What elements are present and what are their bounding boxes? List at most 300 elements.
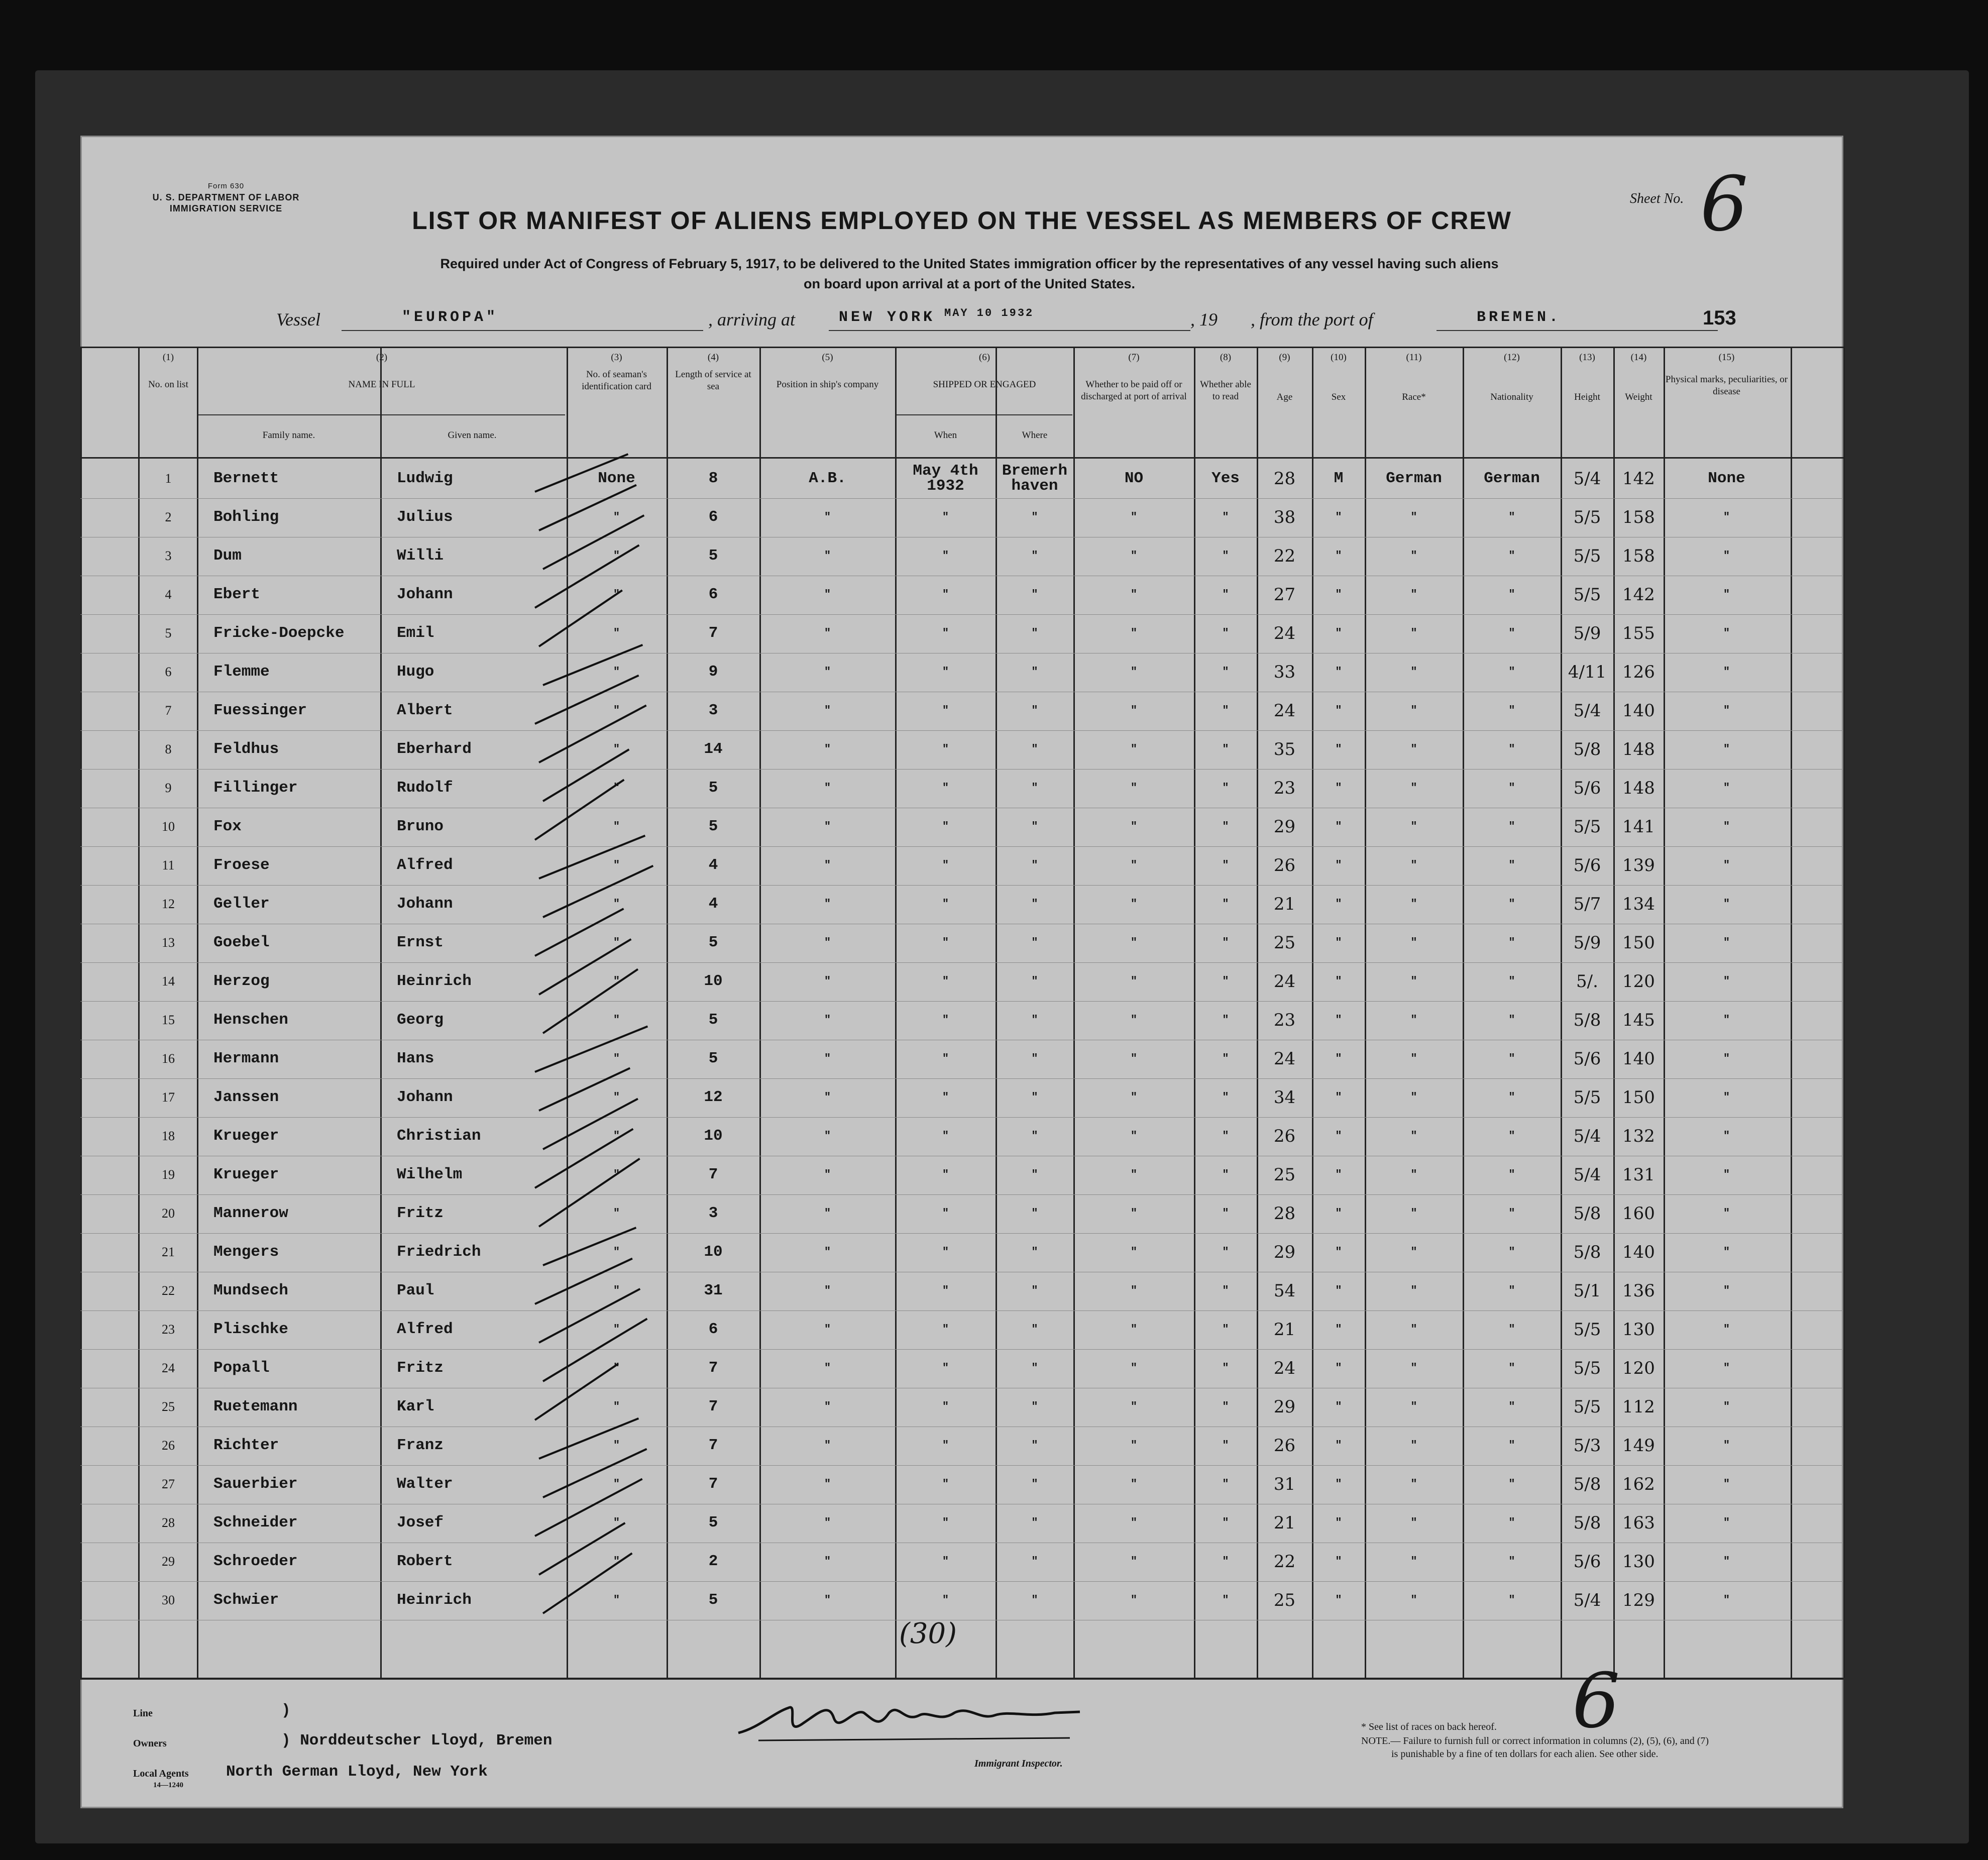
col-2-header: (2) NAME IN FULL xyxy=(348,352,415,390)
cell-where: " xyxy=(1031,1246,1038,1258)
cell-family: Dum xyxy=(213,547,242,565)
cell-sex: " xyxy=(1335,550,1342,562)
cell-family: Flemme xyxy=(213,663,270,681)
cell-weight: 140 xyxy=(1622,701,1655,721)
cell-paid: " xyxy=(1130,666,1138,678)
cell-where: " xyxy=(1031,1478,1038,1490)
cell-given: Wilhelm xyxy=(397,1166,463,1183)
cell-given: Fritz xyxy=(397,1205,444,1222)
cell-paid: " xyxy=(1130,1362,1138,1374)
cell-race: " xyxy=(1410,743,1417,755)
cell-marks: " xyxy=(1723,588,1730,601)
cell-race: " xyxy=(1410,1168,1417,1181)
cell-height: 5/6 xyxy=(1573,1049,1601,1069)
column-rule xyxy=(197,347,198,1678)
cell-position: " xyxy=(824,1091,831,1104)
cell-read: " xyxy=(1222,975,1229,988)
cell-height: 5/8 xyxy=(1573,1242,1601,1262)
cell-service: 8 xyxy=(708,470,718,487)
cell-position: " xyxy=(824,627,831,639)
cell-read: " xyxy=(1222,1478,1229,1490)
cell-where: " xyxy=(1031,1362,1038,1374)
column-rule xyxy=(138,347,140,1678)
cell-read: " xyxy=(1222,1168,1229,1181)
cell-given: Alfred xyxy=(397,1321,453,1338)
cell-race: " xyxy=(1410,975,1417,988)
form-code: 14—1240 xyxy=(153,1781,183,1789)
cell-family: Plischke xyxy=(213,1321,288,1338)
cell-no: 16 xyxy=(162,1051,175,1066)
cell-paid: " xyxy=(1130,1246,1138,1258)
cell-when: " xyxy=(942,511,949,523)
cell-service: 4 xyxy=(708,856,718,874)
cell-age: 28 xyxy=(1273,1203,1296,1224)
cell-marks: " xyxy=(1723,1014,1730,1026)
cell-when: " xyxy=(942,1400,949,1413)
cell-position: " xyxy=(824,936,831,949)
cell-family: Fillinger xyxy=(213,779,298,797)
cell-when: " xyxy=(942,1439,949,1452)
cell-paid: " xyxy=(1130,1207,1138,1220)
cell-height: 5/5 xyxy=(1573,1397,1601,1417)
cell-height: 5/6 xyxy=(1573,778,1601,798)
cell-read: " xyxy=(1222,1207,1229,1220)
from-port: BREMEN. xyxy=(1477,309,1562,326)
row-rule xyxy=(80,1581,1843,1582)
cell-sex: " xyxy=(1335,975,1342,988)
column-rule xyxy=(1843,347,1845,1678)
cell-sex: " xyxy=(1335,511,1342,523)
cell-card: " xyxy=(613,1516,620,1529)
cell-when: May 4th 1932 xyxy=(913,462,978,495)
cell-card: " xyxy=(613,666,620,678)
cell-where: " xyxy=(1031,1284,1038,1297)
cell-when: " xyxy=(942,588,949,601)
cell-paid: " xyxy=(1130,1130,1138,1142)
cell-given: Heinrich xyxy=(397,1591,472,1609)
cell-read: " xyxy=(1222,1284,1229,1297)
cell-sex: " xyxy=(1335,1014,1342,1026)
cell-family: Mengers xyxy=(213,1243,279,1261)
cell-weight: 140 xyxy=(1622,1049,1655,1069)
cell-card: " xyxy=(613,936,620,949)
cell-nat: " xyxy=(1508,511,1515,523)
cell-when: " xyxy=(942,1323,949,1336)
cell-marks: " xyxy=(1723,1207,1730,1220)
subtitle-line-1: Required under Act of Congress of February 5, 1917, to be delivered to the United States immigration officer by the representatives of any vessel having such aliens xyxy=(440,256,1499,271)
cell-position: " xyxy=(824,1516,831,1529)
agents-value: North German Lloyd, New York xyxy=(226,1763,488,1781)
cell-where: " xyxy=(1031,1130,1038,1142)
cell-sex: " xyxy=(1335,666,1342,678)
cell-age: 26 xyxy=(1273,855,1296,876)
cell-service: 7 xyxy=(708,1166,718,1183)
page-number: 153 xyxy=(1703,307,1736,329)
cell-family: Geller xyxy=(213,895,270,913)
header-rule xyxy=(198,414,565,415)
cell-read: " xyxy=(1222,1130,1229,1142)
cell-nat: German xyxy=(1484,470,1540,487)
cell-paid: " xyxy=(1130,627,1138,639)
cell-read: " xyxy=(1222,588,1229,601)
cell-weight: 149 xyxy=(1622,1436,1655,1456)
cell-given: Ernst xyxy=(397,934,444,951)
cell-service: 10 xyxy=(704,1243,723,1261)
col-14-header: (14) Weight xyxy=(1625,352,1652,402)
cell-family: Krueger xyxy=(213,1127,279,1145)
cell-weight: 142 xyxy=(1622,585,1655,605)
cell-family: Fuessinger xyxy=(213,702,307,719)
cell-height: 5/7 xyxy=(1573,894,1601,914)
col-10-header: (10) Sex xyxy=(1331,352,1347,402)
cell-card: " xyxy=(613,898,620,910)
cell-paid: " xyxy=(1130,550,1138,562)
cell-weight: 141 xyxy=(1622,817,1655,837)
cell-race: " xyxy=(1410,1594,1417,1606)
cell-read: " xyxy=(1222,550,1229,562)
cell-nat: " xyxy=(1508,859,1515,871)
cell-nat: " xyxy=(1508,1439,1515,1452)
row-rule xyxy=(80,1465,1843,1466)
given-name-header: Given name. xyxy=(448,430,497,441)
cell-given: Paul xyxy=(397,1282,434,1299)
cell-when: " xyxy=(942,1052,949,1065)
cell-card: " xyxy=(613,1130,620,1142)
cell-age: 21 xyxy=(1273,894,1296,914)
cell-height: 5/5 xyxy=(1573,1087,1601,1108)
cell-nat: " xyxy=(1508,1091,1515,1104)
cell-position: " xyxy=(824,1594,831,1606)
cell-family: Schroeder xyxy=(213,1553,298,1570)
cell-marks: " xyxy=(1723,859,1730,871)
cell-age: 21 xyxy=(1273,1513,1296,1533)
cell-age: 22 xyxy=(1273,546,1296,566)
cell-given: Hugo xyxy=(397,663,434,681)
cell-height: 5/8 xyxy=(1573,739,1601,759)
cell-age: 25 xyxy=(1273,933,1296,953)
cell-where: " xyxy=(1031,1555,1038,1568)
cell-position: " xyxy=(824,898,831,910)
cell-sex: " xyxy=(1335,1439,1342,1452)
cell-read: " xyxy=(1222,898,1229,910)
cell-family: Fox xyxy=(213,818,242,835)
cell-nat: " xyxy=(1508,936,1515,949)
cell-age: 29 xyxy=(1273,1242,1296,1262)
cell-when: " xyxy=(942,1362,949,1374)
cell-family: Fricke-Doepcke xyxy=(213,624,345,642)
cell-height: 5/5 xyxy=(1573,585,1601,605)
cell-paid: " xyxy=(1130,1014,1138,1026)
cell-where: " xyxy=(1031,1516,1038,1529)
row-rule xyxy=(80,1078,1843,1079)
arriving-label: , arriving at xyxy=(708,309,796,330)
inspector-signature xyxy=(728,1693,1090,1748)
cell-given: Fritz xyxy=(397,1359,444,1377)
cell-paid: " xyxy=(1130,898,1138,910)
cell-given: Eberhard xyxy=(397,740,472,758)
column-rule xyxy=(380,347,382,1678)
cell-paid: " xyxy=(1130,1400,1138,1413)
cell-paid: NO xyxy=(1124,470,1144,487)
cell-card: " xyxy=(613,975,620,988)
cell-family: Janssen xyxy=(213,1088,279,1106)
cell-card: " xyxy=(613,1478,620,1490)
cell-given: Robert xyxy=(397,1553,453,1570)
cell-no: 11 xyxy=(162,858,175,872)
cell-nat: " xyxy=(1508,1168,1515,1181)
cell-sex: " xyxy=(1335,1594,1342,1606)
cell-sex: " xyxy=(1335,1516,1342,1529)
cell-card: " xyxy=(613,1284,620,1297)
cell-marks: " xyxy=(1723,1323,1730,1336)
cell-nat: " xyxy=(1508,588,1515,601)
cell-read: " xyxy=(1222,1052,1229,1065)
cell-read: " xyxy=(1222,666,1229,678)
cell-service: 6 xyxy=(708,1321,718,1338)
cell-paid: " xyxy=(1130,588,1138,601)
cell-service: 31 xyxy=(704,1282,723,1299)
cell-nat: " xyxy=(1508,1052,1515,1065)
cell-given: Johann xyxy=(397,895,453,913)
cell-family: Henschen xyxy=(213,1011,288,1029)
cell-age: 24 xyxy=(1273,1358,1296,1378)
cell-nat: " xyxy=(1508,666,1515,678)
cell-race: " xyxy=(1410,936,1417,949)
cell-service: 6 xyxy=(708,586,718,603)
year-label: , 19 xyxy=(1190,309,1218,330)
cell-position: " xyxy=(824,1052,831,1065)
cell-service: 7 xyxy=(708,1398,718,1415)
vessel-line xyxy=(80,309,1843,339)
cell-position: " xyxy=(824,1168,831,1181)
owners-value: ) Norddeutscher Lloyd, Bremen xyxy=(281,1732,553,1749)
cell-when: " xyxy=(942,1516,949,1529)
cell-paid: " xyxy=(1130,1555,1138,1568)
cell-age: 24 xyxy=(1273,701,1296,721)
cell-height: 4/11 xyxy=(1568,662,1607,682)
cell-position: " xyxy=(824,1014,831,1026)
cell-marks: None xyxy=(1708,470,1745,487)
table-border xyxy=(80,347,1843,348)
cell-card: " xyxy=(613,1091,620,1104)
cell-when: " xyxy=(942,666,949,678)
cell-no: 8 xyxy=(165,742,172,756)
cell-paid: " xyxy=(1130,1594,1138,1606)
cell-where: " xyxy=(1031,550,1038,562)
cell-family: Popall xyxy=(213,1359,270,1377)
col-6-header: (6) SHIPPED OR ENGAGED xyxy=(933,352,1036,390)
cell-given: Johann xyxy=(397,586,453,603)
penalty-note-2: is punishable by a fine of ten dollars for each alien. See other side. xyxy=(1391,1748,1659,1760)
cell-nat: " xyxy=(1508,1284,1515,1297)
cell-paid: " xyxy=(1130,1168,1138,1181)
cell-height: 5/4 xyxy=(1573,1165,1601,1185)
cell-when: " xyxy=(942,782,949,794)
cell-race: " xyxy=(1410,627,1417,639)
cell-sex: " xyxy=(1335,782,1342,794)
cell-position: " xyxy=(824,1362,831,1374)
col-12-header: (12) Nationality xyxy=(1490,352,1533,402)
cell-age: 34 xyxy=(1273,1087,1296,1108)
cell-weight: 130 xyxy=(1622,1552,1655,1572)
cell-paid: " xyxy=(1130,743,1138,755)
service: IMMIGRATION SERVICE xyxy=(169,203,283,213)
cell-sex: " xyxy=(1335,1168,1342,1181)
cell-where: " xyxy=(1031,666,1038,678)
cell-sex: " xyxy=(1335,1284,1342,1297)
cell-race: " xyxy=(1410,1362,1417,1374)
cell-sex: " xyxy=(1335,627,1342,639)
cell-paid: " xyxy=(1130,1091,1138,1104)
cell-weight: 134 xyxy=(1622,894,1655,914)
cell-age: 29 xyxy=(1273,1397,1296,1417)
cell-position: " xyxy=(824,1130,831,1142)
cell-marks: " xyxy=(1723,1284,1730,1297)
cell-sex: " xyxy=(1335,1362,1342,1374)
cell-nat: " xyxy=(1508,1323,1515,1336)
cell-no: 25 xyxy=(162,1399,175,1414)
cell-service: 5 xyxy=(708,1011,718,1029)
cell-race: " xyxy=(1410,588,1417,601)
cell-position: " xyxy=(824,666,831,678)
cell-service: 3 xyxy=(708,702,718,719)
cell-when: " xyxy=(942,859,949,871)
cell-no: 19 xyxy=(162,1167,175,1182)
cell-where: " xyxy=(1031,975,1038,988)
cell-race: German xyxy=(1386,470,1442,487)
cell-height: 5/8 xyxy=(1573,1513,1601,1533)
cell-family: Schwier xyxy=(213,1591,279,1609)
cell-paid: " xyxy=(1130,1478,1138,1490)
cell-when: " xyxy=(942,704,949,717)
col-5-header: (5) Position in ship's company xyxy=(776,352,879,390)
cell-read: " xyxy=(1222,1555,1229,1568)
cell-service: 12 xyxy=(704,1088,723,1106)
manifest-sheet xyxy=(80,136,1843,1808)
cell-given: Georg xyxy=(397,1011,444,1029)
cell-sex: " xyxy=(1335,898,1342,910)
cell-age: 21 xyxy=(1273,1320,1296,1340)
where-header: Where xyxy=(1022,430,1048,441)
cell-marks: " xyxy=(1723,782,1730,794)
cell-race: " xyxy=(1410,1091,1417,1104)
cell-height: 5/6 xyxy=(1573,855,1601,876)
cell-age: 24 xyxy=(1273,971,1296,992)
cell-service: 4 xyxy=(708,895,718,913)
cell-no: 27 xyxy=(162,1477,175,1491)
cell-sex: " xyxy=(1335,704,1342,717)
cell-race: " xyxy=(1410,1516,1417,1529)
cell-age: 26 xyxy=(1273,1126,1296,1146)
cell-nat: " xyxy=(1508,627,1515,639)
cell-height: 5/4 xyxy=(1573,1590,1601,1610)
cell-when: " xyxy=(942,1207,949,1220)
cell-height: 5/4 xyxy=(1573,1126,1601,1146)
cell-card: " xyxy=(613,1168,620,1181)
cell-age: 27 xyxy=(1273,585,1296,605)
cell-when: " xyxy=(942,1014,949,1026)
cell-marks: " xyxy=(1723,666,1730,678)
cell-marks: " xyxy=(1723,550,1730,562)
cell-weight: 139 xyxy=(1622,855,1655,876)
cell-nat: " xyxy=(1508,1478,1515,1490)
cell-given: Hans xyxy=(397,1050,434,1067)
cell-no: 30 xyxy=(162,1593,175,1607)
cell-where: " xyxy=(1031,1400,1038,1413)
cell-card: " xyxy=(613,1400,620,1413)
cell-marks: " xyxy=(1723,511,1730,523)
cell-nat: " xyxy=(1508,782,1515,794)
family-name-header: Family name. xyxy=(262,430,315,441)
cell-where: " xyxy=(1031,511,1038,523)
col-9-header: (9) Age xyxy=(1276,352,1293,402)
cell-no: 14 xyxy=(162,974,175,989)
cell-read: " xyxy=(1222,859,1229,871)
cell-service: 7 xyxy=(708,1437,718,1454)
cell-card: " xyxy=(613,820,620,833)
cell-marks: " xyxy=(1723,1400,1730,1413)
cell-paid: " xyxy=(1130,820,1138,833)
cell-paid: " xyxy=(1130,1284,1138,1297)
cell-where: " xyxy=(1031,1052,1038,1065)
cell-race: " xyxy=(1410,1130,1417,1142)
cell-weight: 129 xyxy=(1622,1590,1655,1610)
cell-nat: " xyxy=(1508,1516,1515,1529)
cell-nat: " xyxy=(1508,1555,1515,1568)
cell-given: Karl xyxy=(397,1398,434,1415)
cell-position: " xyxy=(824,820,831,833)
cell-when: " xyxy=(942,1478,949,1490)
cell-card: " xyxy=(613,1014,620,1026)
agents-label: Local Agents xyxy=(133,1768,189,1779)
cell-weight: 142 xyxy=(1622,469,1655,489)
cell-age: 24 xyxy=(1273,1049,1296,1069)
cell-where: " xyxy=(1031,936,1038,949)
cell-card: " xyxy=(613,782,620,794)
inspector-label: Immigrant Inspector. xyxy=(974,1758,1063,1769)
cell-read: " xyxy=(1222,1400,1229,1413)
cell-sex: " xyxy=(1335,1555,1342,1568)
cell-service: 7 xyxy=(708,624,718,642)
cell-nat: " xyxy=(1508,743,1515,755)
cell-where: " xyxy=(1031,820,1038,833)
sheet-label: Sheet No. xyxy=(1630,191,1684,206)
cell-height: 5/5 xyxy=(1573,817,1601,837)
cell-no: 12 xyxy=(162,897,175,911)
cell-race: " xyxy=(1410,1246,1417,1258)
cell-card: None xyxy=(598,470,635,487)
cell-marks: " xyxy=(1723,704,1730,717)
cell-marks: " xyxy=(1723,936,1730,949)
cell-height: 5/5 xyxy=(1573,546,1601,566)
cell-sex: " xyxy=(1335,936,1342,949)
cell-service: 9 xyxy=(708,663,718,681)
cell-paid: " xyxy=(1130,1323,1138,1336)
cell-position: " xyxy=(824,1207,831,1220)
cell-read: " xyxy=(1222,1362,1229,1374)
cell-paid: " xyxy=(1130,975,1138,988)
cell-no: 3 xyxy=(165,549,172,563)
cell-no: 4 xyxy=(165,587,172,602)
cell-marks: " xyxy=(1723,743,1730,755)
cell-height: 5/5 xyxy=(1573,1320,1601,1340)
cell-service: 2 xyxy=(708,1553,718,1570)
col-15-header: (15) Physical marks, peculiarities, or disease xyxy=(1665,352,1788,397)
cell-race: " xyxy=(1410,898,1417,910)
cell-position: A.B. xyxy=(809,470,846,487)
cell-service: 5 xyxy=(708,1591,718,1609)
cell-when: " xyxy=(942,1168,949,1181)
